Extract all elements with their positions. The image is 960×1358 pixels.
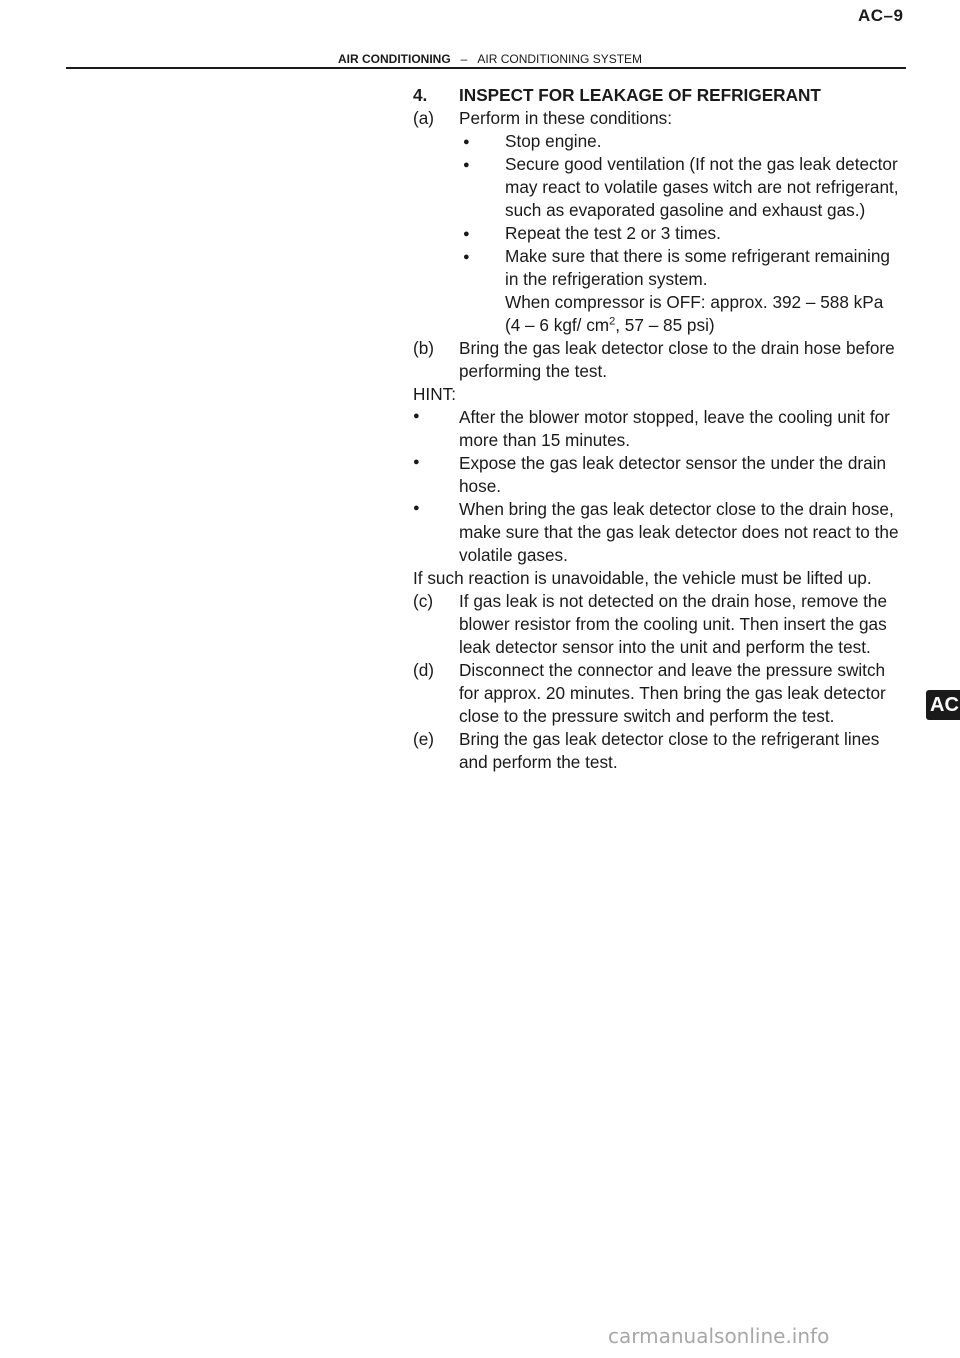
step-a-text: Perform in these conditions: [459,108,673,128]
step-d-label: (d) [413,660,435,680]
list-item: ● Secure good ventilation (If not the gas leak detector [463,154,898,174]
step-b-continuation: performing the test. [459,361,608,381]
list-item-continuation: such as evaporated gasoline and exhaust gas.) [505,200,866,220]
bullet-icon: ● [413,502,420,514]
section-tab: AC [926,690,960,720]
running-header [338,52,642,66]
header-section: AIR CONDITIONING [338,52,451,66]
step-c-continuation: blower resistor from the cooling unit. Then insert the gas [459,614,887,634]
hint-title: HINT: [413,384,456,404]
step-c: (c) If gas leak is not detected on the drain hose, remove the [413,591,888,611]
list-item: ● Stop engine. [463,131,602,151]
title-text: INSPECT FOR LEAKAGE OF REFRIGERANT [459,85,821,105]
bullet-icon: ● [463,251,470,263]
step-d: (d) Disconnect the connector and leave the pressure switch [413,660,886,680]
header-separator: – [460,52,468,66]
step-d-continuation: close to the pressure switch and perform the test. [459,706,835,726]
step-d-continuation: for approx. 20 minutes. Then bring the gas leak detector [459,683,886,703]
step-e: (e) Bring the gas leak detector close to the refrigerant lines [413,729,880,749]
header-rule [66,67,906,69]
list-item-continuation: more than 15 minutes. [459,430,631,450]
list-item: ● Make sure that there is some refrigerant remaining [463,246,890,266]
section-title [413,84,913,107]
hint-note: If such reaction is unavoidable, the vehicle must be lifted up. [413,568,872,588]
list-item: ● Expose the gas leak detector sensor the under the drain [413,453,887,473]
list-item-continuation: in the refrigeration system. [505,269,708,289]
list-item-continuation: make sure that the gas leak detector does not react to the [459,522,899,542]
title-number: 4. [413,85,428,105]
list-item: ● When bring the gas leak detector close to the drain hose, [413,499,894,519]
bullet-icon: ● [413,456,420,468]
step-c-label: (c) [413,591,434,611]
bullet-icon: ● [413,410,420,422]
watermark-footer: carmanualsonline.info [608,1324,830,1348]
step-b-label: (b) [413,338,435,358]
document-body [413,84,913,774]
list-item-continuation: may react to volatile gases witch are not refrigerant, [505,177,899,197]
page-number: AC–9 [858,6,904,25]
step-a [413,107,913,130]
step-a-label: (a) [413,108,435,128]
step-b: (b) Bring the gas leak detector close to the drain hose before [413,338,895,358]
bullet-icon: ● [463,159,470,171]
step-e-continuation: and perform the test. [459,752,618,772]
list-item-continuation: hose. [459,476,502,496]
step-e-label: (e) [413,729,435,749]
step-c-continuation: leak detector sensor into the unit and perform the test. [459,637,871,657]
header-subsection: AIR CONDITIONING SYSTEM [477,52,643,66]
list-item: ● After the blower motor stopped, leave the cooling unit for [413,407,890,427]
bullet-icon: ● [463,136,470,148]
list-item: ● Repeat the test 2 or 3 times. [463,223,721,243]
list-item-continuation: volatile gases. [459,545,568,565]
pressure-spec: When compressor is OFF: approx. 392 – 588 kPa [505,292,884,312]
pressure-spec-units: (4 – 6 kgf/ $cm^2$, 57 – 85 psi) [505,315,715,335]
bullet-icon: ● [463,228,470,240]
